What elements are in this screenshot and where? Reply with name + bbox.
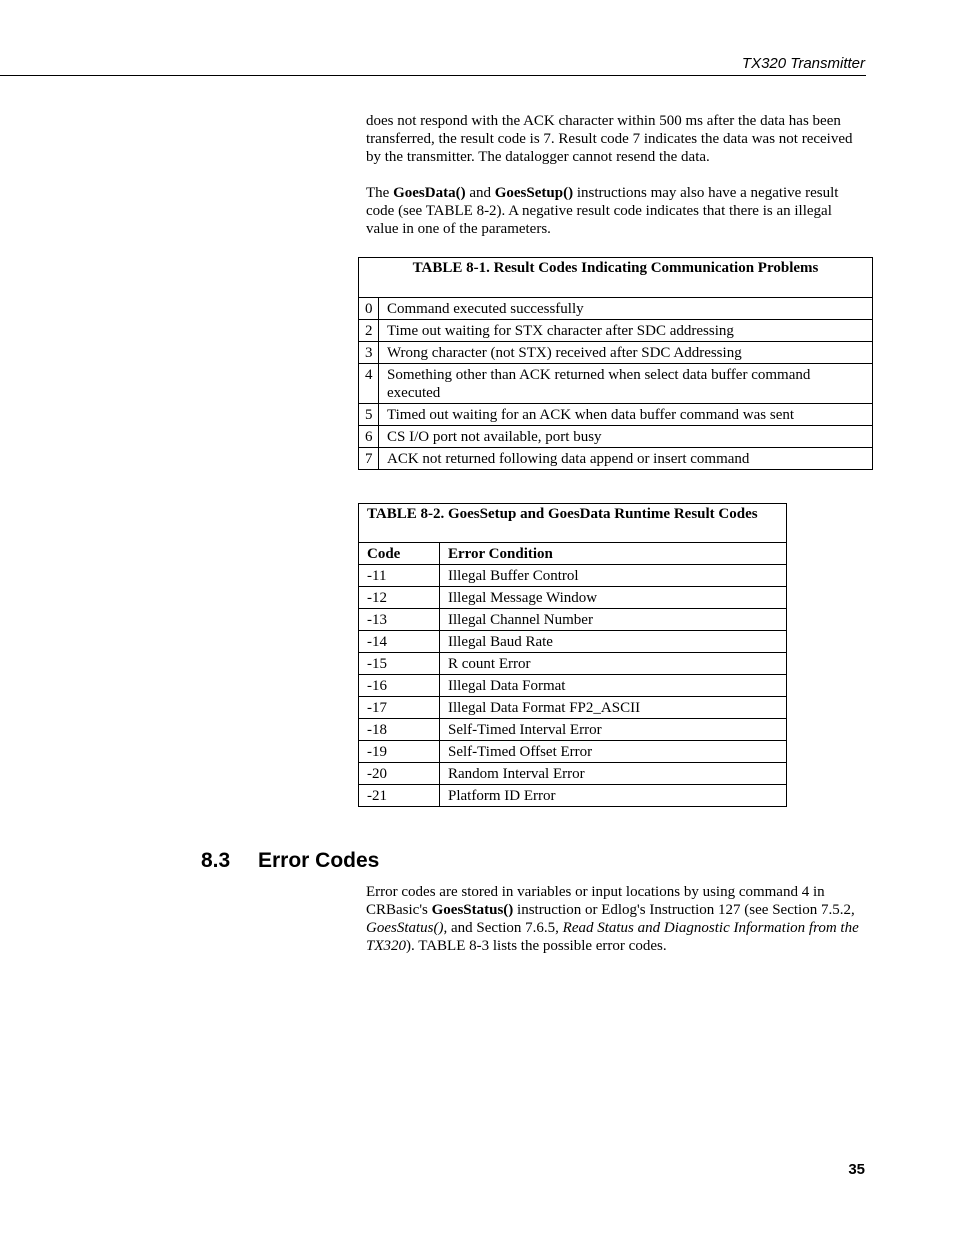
runtime-result-codes-table: [358, 503, 787, 807]
text-run: instructions may also have a negative result code (see TABLE 8-2). A negative result code indicates that there is an illegal value in one of the parameters.: [366, 185, 839, 237]
goesstatus-reference: GoesStatus(): [366, 920, 444, 936]
error-code-cell: -15: [359, 653, 440, 675]
result-description-cell: Wrong character (not STX) received after SDC Addressing: [379, 342, 873, 364]
table-caption: TABLE 8-1. Result Codes Indicating Communication Problems: [359, 258, 873, 298]
error-condition-cell: Illegal Data Format: [440, 675, 787, 697]
column-header-code: Code: [359, 543, 440, 565]
result-codes-table: [358, 257, 873, 470]
result-code-cell: 6: [359, 426, 379, 448]
error-condition-cell: R count Error: [440, 653, 787, 675]
text-run: Error codes are stored in variables or input locations by using command 4 in CRBasic's: [366, 884, 825, 918]
column-header-error-condition: Error Condition: [440, 543, 787, 565]
error-condition-cell: Platform ID Error: [440, 785, 787, 807]
error-code-cell: -18: [359, 719, 440, 741]
result-code-cell: 5: [359, 404, 379, 426]
error-code-cell: -20: [359, 763, 440, 785]
text-run: , and Section 7.6.5,: [443, 920, 563, 936]
text-run: The: [366, 185, 394, 201]
error-code-cell: -16: [359, 675, 440, 697]
error-condition-cell: Illegal Data Format FP2_ASCII: [440, 697, 787, 719]
error-code-cell: -17: [359, 697, 440, 719]
table-row: [359, 426, 873, 448]
column-header-row: [359, 543, 787, 565]
result-codes-body: [359, 298, 873, 470]
error-condition-cell: Illegal Buffer Control: [440, 565, 787, 587]
table-row: [359, 785, 787, 807]
running-header: TX320 Transmitter: [741, 55, 865, 72]
error-code-cell: -14: [359, 631, 440, 653]
error-condition-cell: Illegal Baud Rate: [440, 631, 787, 653]
error-condition-cell: Self-Timed Offset Error: [440, 741, 787, 763]
table-row: [359, 719, 787, 741]
text-run: instruction or Edlog's Instruction 127 (see Section 7.5.2,: [513, 902, 855, 918]
table-row: [359, 587, 787, 609]
section-heading: [201, 849, 379, 873]
table-row: [359, 448, 873, 470]
header-rule: [0, 75, 866, 76]
table-row: [359, 298, 873, 320]
paragraph-ack-result: does not respond with the ACK character within 500 ms after the data has been transferred, the result code is 7. Result code 7 indicates the data was not received by the transmitter. The datalogger cannot resend the data.: [366, 113, 853, 165]
error-condition-cell: Self-Timed Interval Error: [440, 719, 787, 741]
table-row: [359, 763, 787, 785]
result-description-cell: Timed out waiting for an ACK when data buffer command was sent: [379, 404, 873, 426]
error-code-cell: -11: [359, 565, 440, 587]
table-caption: TABLE 8-2. GoesSetup and GoesData Runtime Result Codes: [359, 504, 787, 543]
table-row: [359, 342, 873, 364]
error-condition-cell: Illegal Channel Number: [440, 609, 787, 631]
result-code-cell: 4: [359, 364, 379, 404]
error-code-cell: -19: [359, 741, 440, 763]
result-description-cell: ACK not returned following data append or insert command: [379, 448, 873, 470]
goesstatus-instruction: GoesStatus(): [431, 902, 514, 918]
table-row: [359, 697, 787, 719]
table-row: [359, 609, 787, 631]
result-code-cell: 2: [359, 320, 379, 342]
text-run: ). TABLE 8-3 lists the possible error codes.: [406, 938, 667, 954]
error-code-cell: -12: [359, 587, 440, 609]
result-description-cell: Command executed successfully: [379, 298, 873, 320]
error-code-cell: -21: [359, 785, 440, 807]
table-row: [359, 653, 787, 675]
result-code-cell: 0: [359, 298, 379, 320]
goesdata-instruction: GoesData(): [393, 185, 466, 201]
runtime-result-codes-body: [359, 543, 787, 807]
section-number: 8.3: [201, 849, 231, 872]
result-description-cell: Time out waiting for STX character after SDC addressing: [379, 320, 873, 342]
result-code-cell: 3: [359, 342, 379, 364]
goessetup-instruction: GoesSetup(): [494, 185, 574, 201]
result-description-cell: CS I/O port not available, port busy: [379, 426, 873, 448]
paragraph-error-codes: [366, 883, 866, 955]
text-run: and: [465, 185, 495, 201]
table-row: [359, 364, 873, 404]
error-condition-cell: Random Interval Error: [440, 763, 787, 785]
table-row: [359, 320, 873, 342]
read-status-reference: Read Status and Diagnostic Information from the TX320: [366, 920, 859, 954]
table-row: [359, 565, 787, 587]
table-row: [359, 675, 787, 697]
table-row: [359, 404, 873, 426]
paragraph-negative-result: [366, 184, 866, 238]
section-title: Error Codes: [258, 849, 380, 872]
error-condition-cell: Illegal Message Window: [440, 587, 787, 609]
table-row: [359, 631, 787, 653]
page-number: 35: [848, 1161, 865, 1178]
result-code-cell: 7: [359, 448, 379, 470]
table-row: [359, 741, 787, 763]
error-code-cell: -13: [359, 609, 440, 631]
result-description-cell: Something other than ACK returned when select data buffer command executed: [379, 364, 873, 404]
